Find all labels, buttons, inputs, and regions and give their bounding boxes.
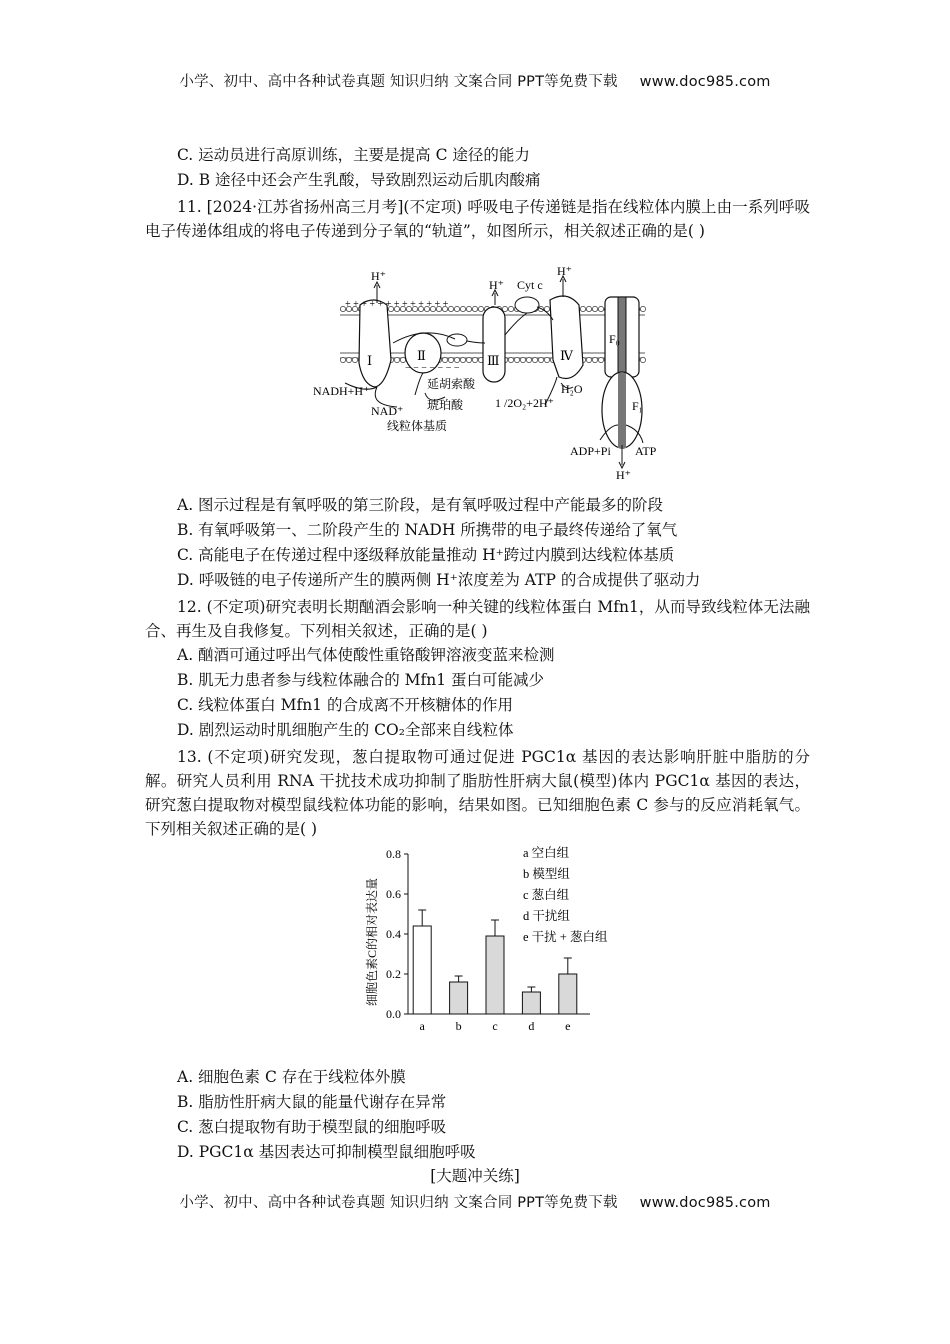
f1-label: F₁ xyxy=(632,399,643,413)
legend-entry: d 干扰组 xyxy=(523,909,570,923)
q12-stem: 12. (不定项)研究表明长期酗酒会影响一种关键的线粒体蛋白 Mfn1，从而导致线粒体无法融合、再生及自我修复。下列相关叙述，正确的是( ) xyxy=(145,598,810,640)
cytochrome-c-bar-chart xyxy=(360,842,630,1047)
q13-option-a: A. 细胞色素 C 存在于线粒体外膜 xyxy=(177,1068,406,1086)
h2o-label: H₂O xyxy=(561,382,583,396)
complex-ii-label: Ⅱ xyxy=(417,348,426,363)
minus-signs: − − − − − − − xyxy=(405,363,460,374)
complex-iv xyxy=(550,296,583,379)
f0-label: F₀ xyxy=(609,332,620,346)
nad-label: NAD⁺ xyxy=(371,404,404,418)
q11-option-a: A. 图示过程是有氧呼吸的第三阶段，是有氧呼吸过程中产能最多的阶段 xyxy=(177,496,664,514)
y-tick-label: 0.6 xyxy=(386,887,401,901)
header-text: 小学、初中、高中各种试卷真题 知识归纳 文案合同 PPT等免费下载 xyxy=(179,74,618,90)
q11-electron-transport-diagram xyxy=(305,265,685,480)
atp-label: ATP xyxy=(635,444,657,458)
succinate-label: 琥珀酸 xyxy=(427,398,464,412)
chart-ylabel: 细胞色素C的相对表达量 xyxy=(365,877,379,1007)
complex-iii xyxy=(483,307,505,382)
q13-stem: 13. (不定项)研究发现，葱白提取物可通过促进 PGC1α 基因的表达影响肝脏中脂肪的分解。研究人员利用 RNA 干扰技术成功抑制了脂肪性肝病大鼠(模型)体内 PGC1α 基因的表达，研究葱白提取物对模型鼠线粒体功能的影响，结果如图。已知细胞色素 C 参与的反应消耗氧气。下列相关叙述正确的是( ) xyxy=(145,748,810,838)
q11-option-d: D. 呼吸链的电子传递所产生的膜两侧 H⁺浓度差为 ATP 的合成提供了驱动力 xyxy=(177,571,701,589)
q10-option-d: D. B 途径中还会产生乳酸，导致剧烈运动后肌肉酸痛 xyxy=(177,171,541,189)
y-tick-label: 0.4 xyxy=(386,927,401,941)
page-footer xyxy=(0,1191,950,1212)
cytochrome-c xyxy=(515,297,539,313)
h-plus-1: H⁺ xyxy=(371,269,386,283)
bar-b xyxy=(450,982,468,1014)
x-tick-label: d xyxy=(528,1019,535,1033)
page-header xyxy=(0,70,950,91)
legend-entry: a 空白组 xyxy=(523,846,570,860)
bar-a xyxy=(413,926,431,1014)
q13-option-c: C. 葱白提取物有助于模型鼠的细胞呼吸 xyxy=(177,1118,447,1136)
x-tick-label: a xyxy=(419,1019,425,1033)
q12-option-a: A. 酗酒可通过呼出气体使酸性重铬酸钾溶液变蓝来检测 xyxy=(177,646,555,664)
q11-option-c: C. 高能电子在传递过程中逐级释放能量推动 H⁺跨过内膜到达线粒体基质 xyxy=(177,546,675,564)
q12-option-d: D. 剧烈运动时肌细胞产生的 CO₂全部来自线粒体 xyxy=(177,721,514,739)
y-tick-label: 0.2 xyxy=(386,967,401,981)
bar-c xyxy=(486,936,504,1014)
footer-url[interactable]: www.doc985.com xyxy=(639,1195,771,1211)
q13-option-d: D. PGC1α 基因表达可抑制模型鼠细胞呼吸 xyxy=(177,1143,476,1161)
x-tick-label: e xyxy=(565,1019,571,1033)
q11-stem: 11. [2024·江苏省扬州高三月考](不定项) 呼吸电子传递链是指在线粒体内膜上由一系列呼吸电子传递体组成的将电子传递到分子氧的“轨道”，如图所示，相关叙述正确的是( ) xyxy=(145,198,810,240)
q11-option-b: B. 有氧呼吸第一、二阶段产生的 NADH 所携带的电子最终传递给了氧气 xyxy=(177,521,678,539)
q13-option-b: B. 脂肪性肝病大鼠的能量代谢存在异常 xyxy=(177,1093,447,1111)
y-tick-label: 0.8 xyxy=(386,847,401,861)
q12-option-c: C. 线粒体蛋白 Mfn1 的合成离不开核糖体的作用 xyxy=(177,696,513,714)
q10-option-c: C. 运动员进行高原训练，主要是提高 C 途径的能力 xyxy=(177,146,530,164)
plus-signs: + + + + + + + + + + + + + xyxy=(345,299,449,310)
footer-text: 小学、初中、高中各种试卷真题 知识归纳 文案合同 PPT等免费下载 xyxy=(179,1195,618,1211)
matrix-label: 线粒体基质 xyxy=(387,419,448,433)
header-url[interactable]: www.doc985.com xyxy=(639,74,771,90)
legend-entry: e 干扰 + 葱白组 xyxy=(523,930,608,944)
y-tick-label: 0.0 xyxy=(386,1007,401,1021)
h-plus-3: H⁺ xyxy=(557,265,572,278)
h-plus-4: H⁺ xyxy=(616,468,631,480)
complex-iv-label: Ⅳ xyxy=(560,348,573,363)
legend-entry: b 模型组 xyxy=(523,867,570,881)
complex-i-label: Ⅰ xyxy=(367,353,373,368)
fumarate-label: 延胡索酸 xyxy=(427,377,476,391)
bar-d xyxy=(522,992,540,1014)
cytc-label: Cyt c xyxy=(517,278,543,292)
nadh-label: NADH+H⁺ xyxy=(313,384,370,398)
bar-e xyxy=(559,974,577,1014)
h-plus-2: H⁺ xyxy=(489,278,504,292)
q12-option-b: B. 肌无力患者参与线粒体融合的 Mfn1 蛋白可能减少 xyxy=(177,671,545,689)
legend-entry: c 葱白组 xyxy=(523,888,570,902)
adp-label: ADP+Pi xyxy=(570,444,611,458)
x-tick-label: c xyxy=(492,1019,498,1033)
complex-i xyxy=(359,300,391,387)
ubiquinone xyxy=(447,334,467,346)
x-tick-label: b xyxy=(455,1019,462,1033)
section-title: [大题冲关练] xyxy=(430,1167,520,1185)
o2-label: 1 /2O₂+2H⁺ xyxy=(495,396,554,410)
complex-iii-label: Ⅲ xyxy=(487,353,500,368)
